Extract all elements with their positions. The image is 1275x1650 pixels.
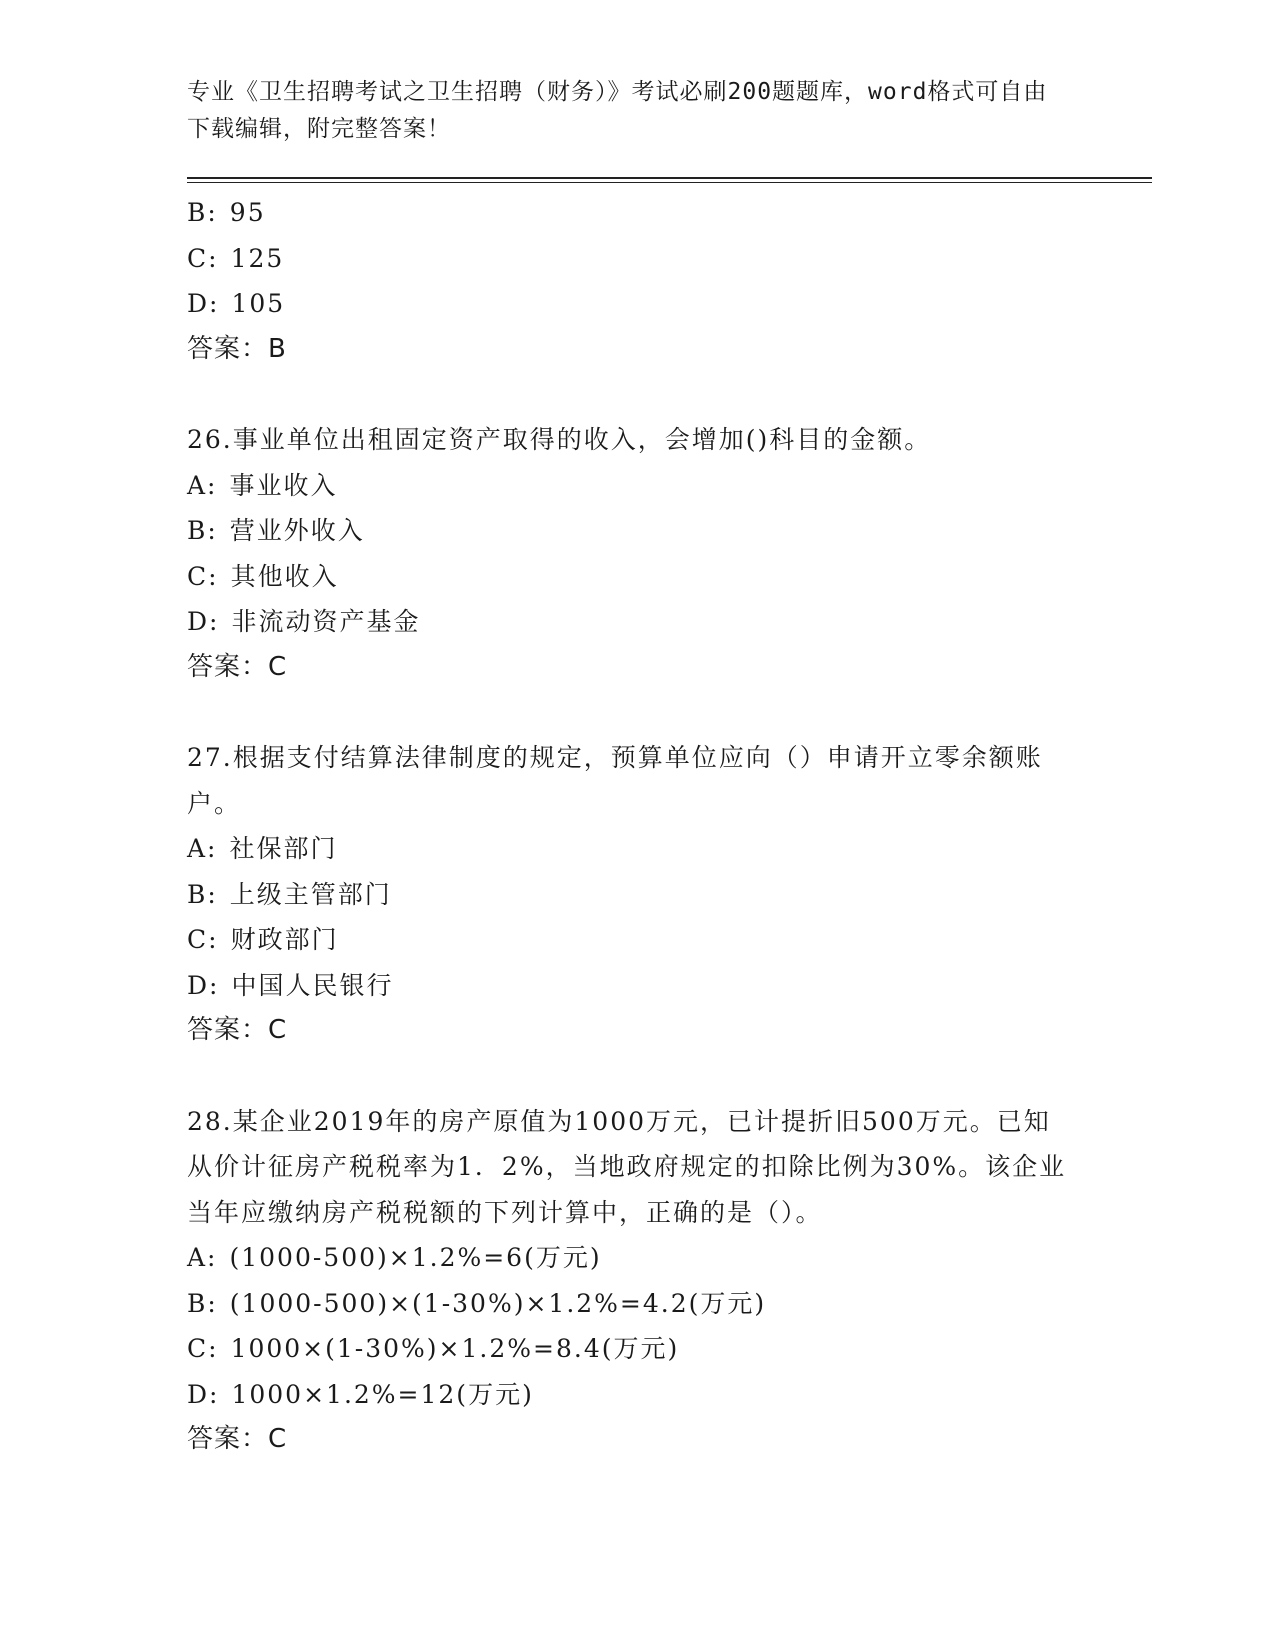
option-text: 125: [230, 243, 285, 273]
option-d: [187, 1372, 1087, 1418]
option-label: C:: [187, 561, 219, 591]
option-d: [187, 281, 1087, 327]
question-28: [187, 1099, 1087, 1463]
option-text: 1000×1.2%=12(万元): [231, 1379, 534, 1409]
option-label: C:: [187, 925, 219, 954]
option-text: 非流动资产基金: [231, 607, 421, 636]
option-label: D:: [187, 1379, 220, 1409]
option-text: 105: [231, 289, 286, 318]
option-text: 营业外收入: [229, 516, 365, 545]
question-stem: 26.事业单位出租固定资产取得的收入，会增加()科目的金额。: [187, 425, 932, 454]
question-26: [187, 417, 1087, 690]
option-d: [187, 963, 1087, 1009]
previous-question-tail: [187, 190, 1087, 372]
option-a: [187, 1235, 1087, 1281]
option-c: [187, 554, 1087, 600]
header-divider-thin: [187, 182, 1152, 183]
option-text: 财政部门: [230, 925, 339, 954]
option-label: C:: [187, 1334, 219, 1363]
option-label: D:: [187, 607, 220, 636]
option-label: B:: [187, 516, 218, 545]
option-c: [187, 1326, 1087, 1372]
question-list: [187, 190, 1087, 1463]
answer-line: 答案：B: [187, 333, 287, 364]
option-text: (1000-500)×(1-30%)×1.2%=4.2(万元): [229, 1288, 767, 1318]
answer-line: 答案：C: [187, 651, 288, 682]
option-d: [187, 599, 1087, 645]
option-text: (1000-500)×1.2%=6(万元): [229, 1243, 602, 1272]
option-text: 其他收入: [230, 561, 339, 591]
option-label: A:: [187, 1243, 218, 1272]
option-a: [187, 463, 1087, 509]
option-label: B:: [187, 198, 218, 227]
option-label: A:: [187, 470, 218, 500]
question-stem: 27.根据支付结算法律制度的规定，预算单位应向（）申请开立零余额账户。: [187, 743, 1043, 818]
answer-line: 答案：C: [187, 1424, 288, 1454]
option-b: [187, 1281, 1087, 1327]
question-stem: 28.某企业2019年的房产原值为1000万元，已计提折旧500万元。已知从价计征房产税税率为1．2%，当地政府规定的扣除比例为30%。该企业当年应缴纳房产税税额的下列计算中，正确的是（）。: [187, 1106, 1067, 1227]
option-label: C:: [187, 243, 219, 273]
option-label: D:: [187, 289, 220, 318]
option-text: 1000×(1-30%)×1.2%=8.4(万元): [230, 1334, 680, 1363]
option-b: [187, 872, 1087, 918]
header-text: 专业《卫生招聘考试之卫生招聘（财务）》考试必刷200题题库，word格式可自由下载编辑，附完整答案！: [187, 79, 1048, 142]
option-text: 事业收入: [229, 470, 338, 500]
option-b: [187, 190, 1087, 236]
answer-line: 答案：C: [187, 1015, 288, 1045]
option-label: A:: [187, 834, 218, 863]
option-label: D:: [187, 970, 220, 1000]
document-header: [187, 74, 1067, 148]
option-label: B:: [187, 1288, 218, 1318]
header-divider-thick: [187, 177, 1152, 179]
question-27: [187, 735, 1087, 1054]
option-label: B:: [187, 879, 218, 909]
option-c: [187, 236, 1087, 282]
option-c: [187, 917, 1087, 963]
option-text: 社保部门: [229, 834, 338, 863]
option-text: 中国人民银行: [231, 970, 394, 1000]
option-text: 上级主管部门: [229, 879, 392, 909]
option-b: [187, 508, 1087, 554]
option-text: 95: [229, 198, 266, 227]
option-a: [187, 826, 1087, 872]
